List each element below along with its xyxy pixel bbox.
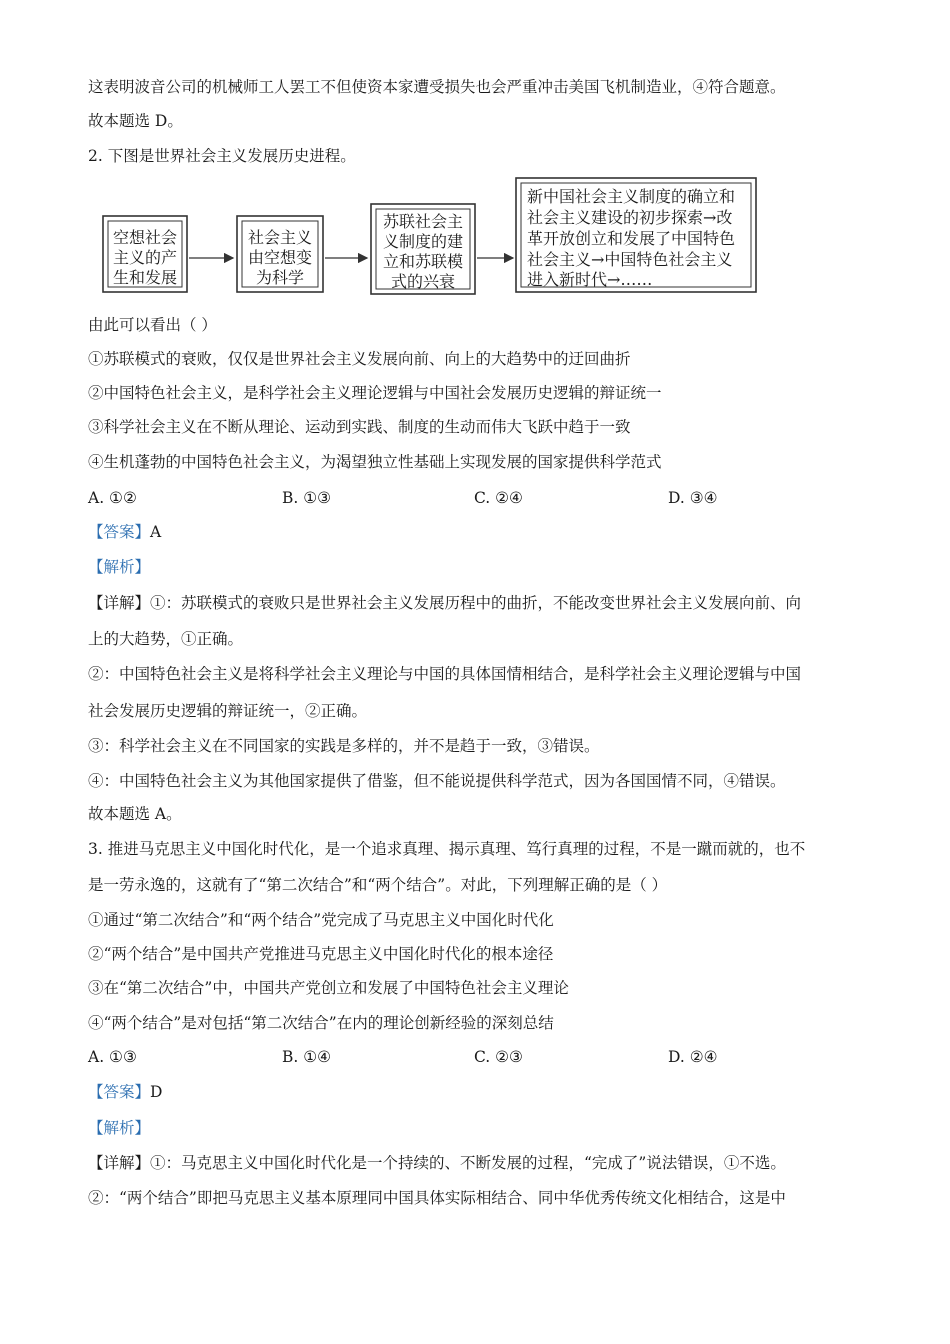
q3-option-b: B. ①④	[282, 1048, 332, 1066]
q3-item-2: ②“两个结合”是中国共产党推进马克思主义中国化时代化的根本途径	[88, 945, 554, 963]
q2-detail-1: 【详解】①：苏联模式的衰败只是世界社会主义发展历程中的曲折，不能改变世界社会主义发展向前、向	[88, 594, 802, 612]
intro-line-1: 这表明波音公司的机械师工人罢工不但使资本家遭受损失也会严重冲击美国飞机制造业，④符合题意。	[88, 78, 786, 96]
q2-detail-5: ③：科学社会主义在不同国家的实践是多样的，并不是趋于一致，③错误。	[88, 737, 600, 755]
q2-answer-tag: 【答案】	[88, 523, 151, 541]
q3-option-c: C. ②③	[474, 1048, 523, 1066]
q3-option-d: D. ②④	[668, 1048, 718, 1066]
history-flow-diagram	[95, 175, 765, 300]
intro-line-2: 故本题选 D。	[88, 112, 183, 130]
q2-item-4: ④生机蓬勃的中国特色社会主义，为渴望独立性基础上实现发展的国家提供科学范式	[88, 453, 662, 471]
q2-detail-3: ②：中国特色社会主义是将科学社会主义理论与中国的具体国情相结合，是科学社会主义理论逻辑与中国	[88, 665, 802, 683]
q2-answer	[88, 521, 161, 543]
q2-stem: 2. 下图是世界社会主义发展历史进程。	[88, 147, 356, 165]
q2-item-1: ①苏联模式的衰败，仅仅是世界社会主义发展向前、向上的大趋势中的迂回曲折	[88, 350, 631, 368]
q3-detail-1: 【详解】①：马克思主义中国化时代化是一个持续的、不断发展的过程，“完成了”说法错误，①不选。	[88, 1154, 786, 1172]
q3-stem-2: 是一劳永逸的，这就有了“第二次结合”和“两个结合”。对此，下列理解正确的是（ ）	[88, 876, 668, 894]
diagram-box-1	[103, 216, 187, 292]
q2-detail-7: 故本题选 A。	[88, 805, 182, 823]
box2-line-3: 为科学	[255, 268, 305, 287]
box1-line-3: 生和发展	[112, 268, 178, 287]
box4-line-1: 新中国社会主义制度的确立和	[527, 187, 736, 206]
q3-item-3: ③在“第二次结合”中，中国共产党创立和发展了中国特色社会主义理论	[88, 979, 569, 997]
q2-option-a: A. ①②	[88, 489, 137, 507]
q2-analysis-tag: 【解析】	[88, 558, 151, 576]
box3-line-2: 义制度的建	[382, 232, 464, 251]
box1-line-2: 主义的产	[112, 248, 178, 267]
q3-option-a: A. ①③	[88, 1048, 137, 1066]
q3-answer	[88, 1081, 162, 1103]
diagram-box-2	[237, 216, 323, 292]
q3-answer-value: D	[150, 1083, 163, 1101]
box4-line-2: 社会主义建设的初步探索→改	[527, 208, 733, 227]
q3-analysis-tag: 【解析】	[88, 1119, 151, 1137]
q3-stem-1: 3. 推进马克思主义中国化时代化，是一个追求真理、揭示真理、笃行真理的过程，不是一蹴而就的，也不	[88, 840, 806, 858]
box4-line-4: 社会主义→中国特色社会主义	[527, 250, 733, 269]
box3-line-1: 苏联社会主	[382, 212, 464, 231]
box3-line-4: 式的兴衰	[390, 272, 456, 291]
diagram-box-3	[371, 204, 475, 294]
q2-detail-2: 上的大趋势，①正确。	[88, 630, 244, 648]
q3-item-4: ④“两个结合”是对包括“第二次结合”在内的理论创新经验的深刻总结	[88, 1014, 554, 1032]
box4-line-3: 革开放创立和发展了中国特色	[527, 229, 736, 248]
q2-answer-value: A	[150, 523, 162, 541]
box3-line-3: 立和苏联模	[382, 252, 464, 271]
q2-prompt: 由此可以看出（ ）	[88, 316, 217, 334]
q3-item-1: ①通过“第二次结合”和“两个结合”党完成了马克思主义中国化时代化	[88, 911, 554, 929]
diagram-box-4	[516, 178, 756, 292]
box4-line-5: 进入新时代→……	[527, 270, 653, 289]
q2-option-b: B. ①③	[282, 489, 332, 507]
box2-line-1: 社会主义	[247, 228, 313, 247]
q2-option-c: C. ②④	[474, 489, 523, 507]
q2-option-d: D. ③④	[668, 489, 718, 507]
box1-line-1: 空想社会	[112, 228, 178, 247]
q3-answer-tag: 【答案】	[88, 1083, 151, 1101]
q3-detail-2: ②：“两个结合”即把马克思主义基本原理同中国具体实际相结合、同中华优秀传统文化相结合，这是中	[88, 1189, 786, 1207]
q2-detail-6: ④：中国特色社会主义为其他国家提供了借鉴，但不能说提供科学范式，因为各国国情不同，④错误。	[88, 772, 786, 790]
q2-detail-4: 社会发展历史逻辑的辩证统一，②正确。	[88, 702, 368, 720]
box2-line-2: 由空想变	[247, 248, 313, 267]
q2-item-3: ③科学社会主义在不断从理论、运动到实践、制度的生动而伟大飞跃中趋于一致	[88, 418, 631, 436]
q2-item-2: ②中国特色社会主义，是科学社会主义理论逻辑与中国社会发展历史逻辑的辩证统一	[88, 384, 662, 402]
